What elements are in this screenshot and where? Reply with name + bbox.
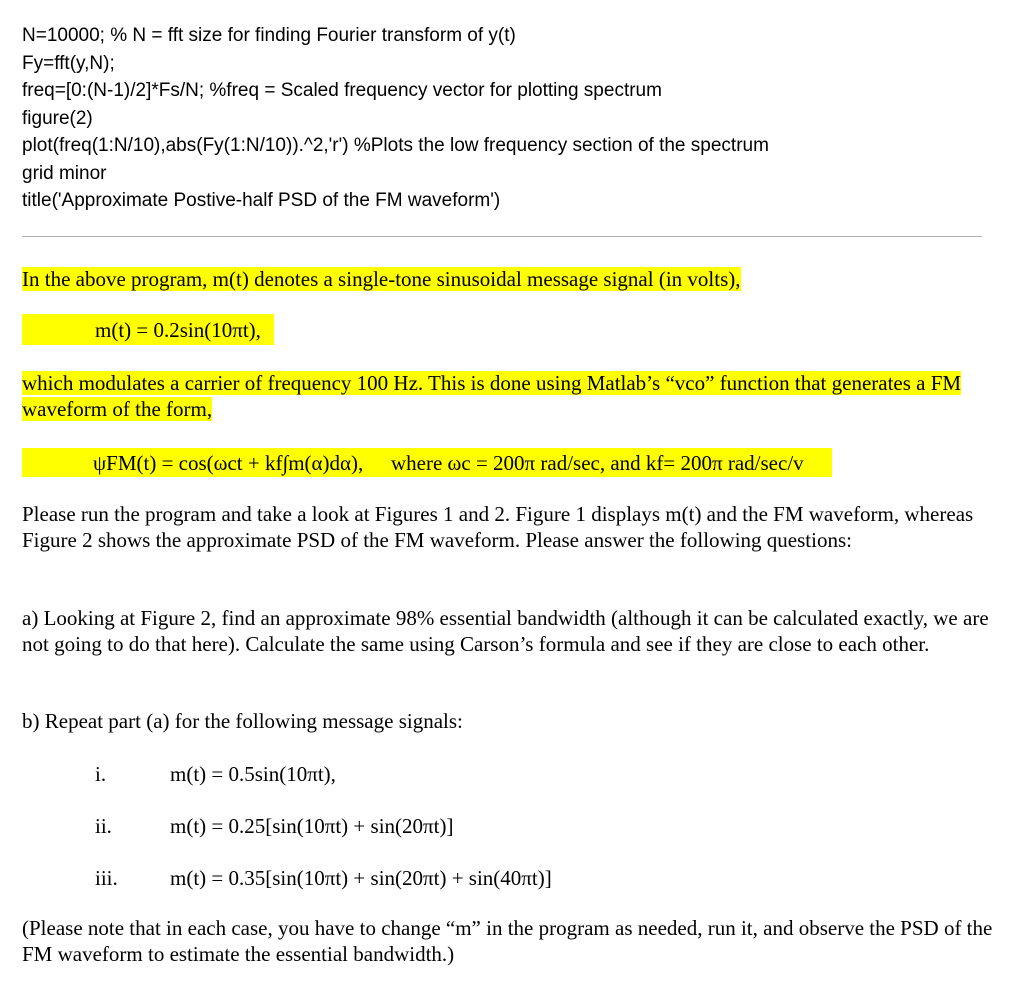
list-number: i. — [95, 762, 107, 786]
code-line: freq=[0:(N-1)/2]*Fs/N; %freq = Scaled frequency vector for plotting spectrum — [22, 80, 662, 101]
intro-line-1 — [22, 266, 997, 292]
intro-text-2: which modulates a carrier of frequency 100 Hz. This is done using Matlab’s “vco” function that generates a FM waveform of the form, — [22, 371, 962, 421]
list-equation: m(t) = 0.5sin(10πt), — [170, 762, 336, 786]
instructions-paragraph: Please run the program and take a look at Figures 1 and 2. Figure 1 displays m(t) and the FM waveform, whereas Figure 2 shows the approximate PSD of the FM waveform. Please answer the following questions: — [22, 502, 974, 552]
question-a: a) Looking at Figure 2, find an approximate 98% essential bandwidth (although it can be calculated exactly, we are not going to do that here). Calculate the same using Carson’s formula and see if they are close to each other. — [22, 606, 989, 656]
note-paragraph: (Please note that in each case, you have to change “m” in the program as needed, run it, and observe the PSD of the FM waveform to estimate the essential bandwidth.) — [22, 916, 993, 966]
fm-where-clause: where ωc = 200π rad/sec, and kf= 200π rad/sec/v — [391, 451, 804, 475]
intro-text-1: In the above program, m(t) denotes a single-tone sinusoidal message signal (in volts), — [22, 267, 741, 291]
section-divider — [22, 236, 982, 237]
fm-equation: ψFM(t) = cos(ωct + kf∫m(α)dα), — [93, 451, 364, 475]
question-b: b) Repeat part (a) for the following message signals: — [22, 709, 463, 733]
list-number: iii. — [95, 866, 118, 890]
list-number: ii. — [95, 814, 112, 838]
matlab-code-block — [22, 22, 1002, 215]
list-equation: m(t) = 0.25[sin(10πt) + sin(20πt)] — [170, 814, 454, 838]
message-equation: m(t) = 0.2sin(10πt), — [95, 318, 261, 342]
code-line: title('Approximate Postive-half PSD of the FM waveform') — [22, 190, 501, 211]
code-line: N=10000; % N = fft size for finding Fourier transform of y(t) — [22, 25, 516, 46]
code-line: grid minor — [22, 162, 107, 184]
code-line: plot(freq(1:N/10),abs(Fy(1:N/10)).^2,'r') %Plots the low frequency section of the spectrum — [22, 135, 769, 156]
intro-line-2 — [22, 370, 997, 422]
code-line: figure(2) — [22, 107, 93, 129]
list-equation: m(t) = 0.35[sin(10πt) + sin(20πt) + sin(40πt)] — [170, 866, 552, 890]
code-line: Fy=fft(y,N); — [22, 52, 115, 74]
